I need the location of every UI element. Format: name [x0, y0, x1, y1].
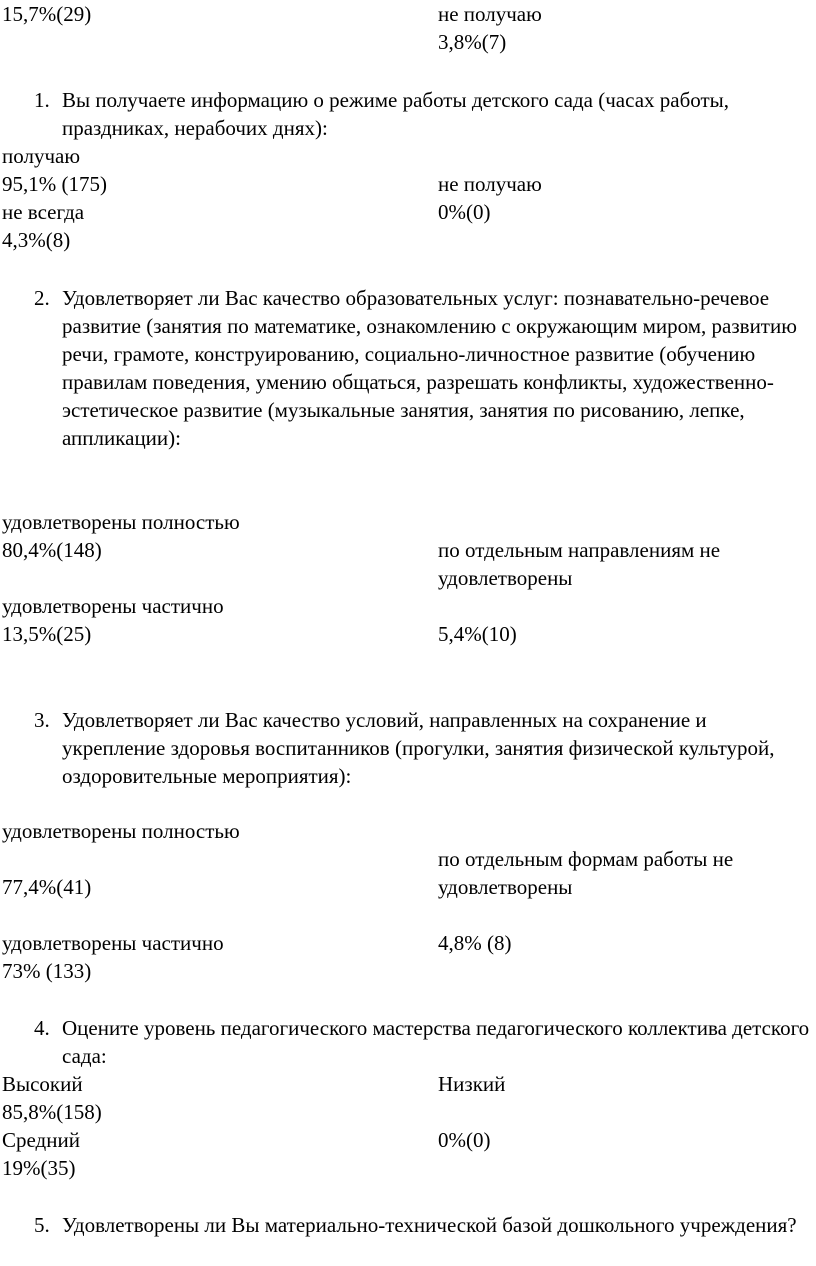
q2-number: 2.: [34, 286, 50, 310]
q3-answer-2-label: удовлетворены частично: [2, 931, 224, 955]
q1-answer-3-value: 0%(0): [438, 200, 491, 224]
q1-answer-1-value: 95,1% (175): [2, 172, 107, 196]
q1-answer-2-label: не всегда: [2, 200, 85, 224]
q1-answer-3-label: не получаю: [438, 172, 542, 196]
q2-answer-3-label: по отдельным направлениям не: [438, 538, 721, 562]
q4-answer-2-value: 19%(35): [2, 1156, 76, 1180]
q2-answer-2-value: 13,5%(25): [2, 622, 92, 646]
q3-answer-1-label: удовлетворены полностью: [2, 819, 240, 843]
q4-answer-2-label: Средний: [2, 1128, 80, 1152]
q3-answer-3-label-cont: удовлетворены: [438, 875, 573, 899]
q3-answer-3-value: 4,8% (8): [438, 931, 512, 955]
q3-answer-3-label: по отдельным формам работы не: [438, 847, 734, 871]
q4-answer-1-label: Высокий: [2, 1072, 83, 1096]
q5-question-text: Удовлетворены ли Вы материально-технической базой дошкольного учреждения?: [62, 1213, 797, 1237]
q1-question-text: Вы получаете информацию о режиме работы детского сада (часах работы, праздниках, нерабочих днях):: [62, 88, 730, 140]
q2-answer-3-value: 5,4%(10): [438, 622, 517, 646]
q3-number: 3.: [34, 708, 50, 732]
q3-answer-2-value: 73% (133): [2, 959, 92, 983]
top-right-value: 3,8%(7): [438, 30, 507, 54]
q4-answer-3-label: Низкий: [438, 1072, 506, 1096]
q1-answer-2-value: 4,3%(8): [2, 228, 71, 252]
q4-answer-3-value: 0%(0): [438, 1128, 491, 1152]
q1-number: 1.: [34, 88, 50, 112]
q3-answer-1-value: 77,4%(41): [2, 875, 92, 899]
top-left-value: 15,7%(29): [2, 2, 92, 26]
q4-number: 4.: [34, 1016, 50, 1040]
q2-answer-1-value: 80,4%(148): [2, 538, 102, 562]
top-right-label: не получаю: [438, 2, 542, 26]
q3-question-text: Удовлетворяет ли Вас качество условий, направленных на сохранение и укрепление здоровья воспитанников (прогулки, занятия физической культурой, оздоровительные мероприятия):: [62, 708, 775, 788]
q2-answer-3-label-cont: удовлетворены: [438, 566, 573, 590]
q4-question-text: Оцените уровень педагогического мастерства педагогического коллектива детского сада:: [62, 1016, 810, 1068]
q2-answer-2-label: удовлетворены частично: [2, 594, 224, 618]
q2-answer-1-label: удовлетворены полностью: [2, 510, 240, 534]
q4-answer-1-value: 85,8%(158): [2, 1100, 102, 1124]
q1-answer-1-label: получаю: [2, 144, 81, 168]
q5-number: 5.: [34, 1213, 50, 1237]
q2-question-text: Удовлетворяет ли Вас качество образовательных услуг: познавательно-речевое развитие (занятия по математике, ознакомлению с окружающим миром, развитию речи, грамоте, конструированию, социально-личностное развитие (обучению правилам поведения, умению общаться, разрешать конфликты, художественно-эстетическое развитие (музыкальные занятия, занятия по рисованию, лепке, аппликации):: [62, 286, 797, 450]
